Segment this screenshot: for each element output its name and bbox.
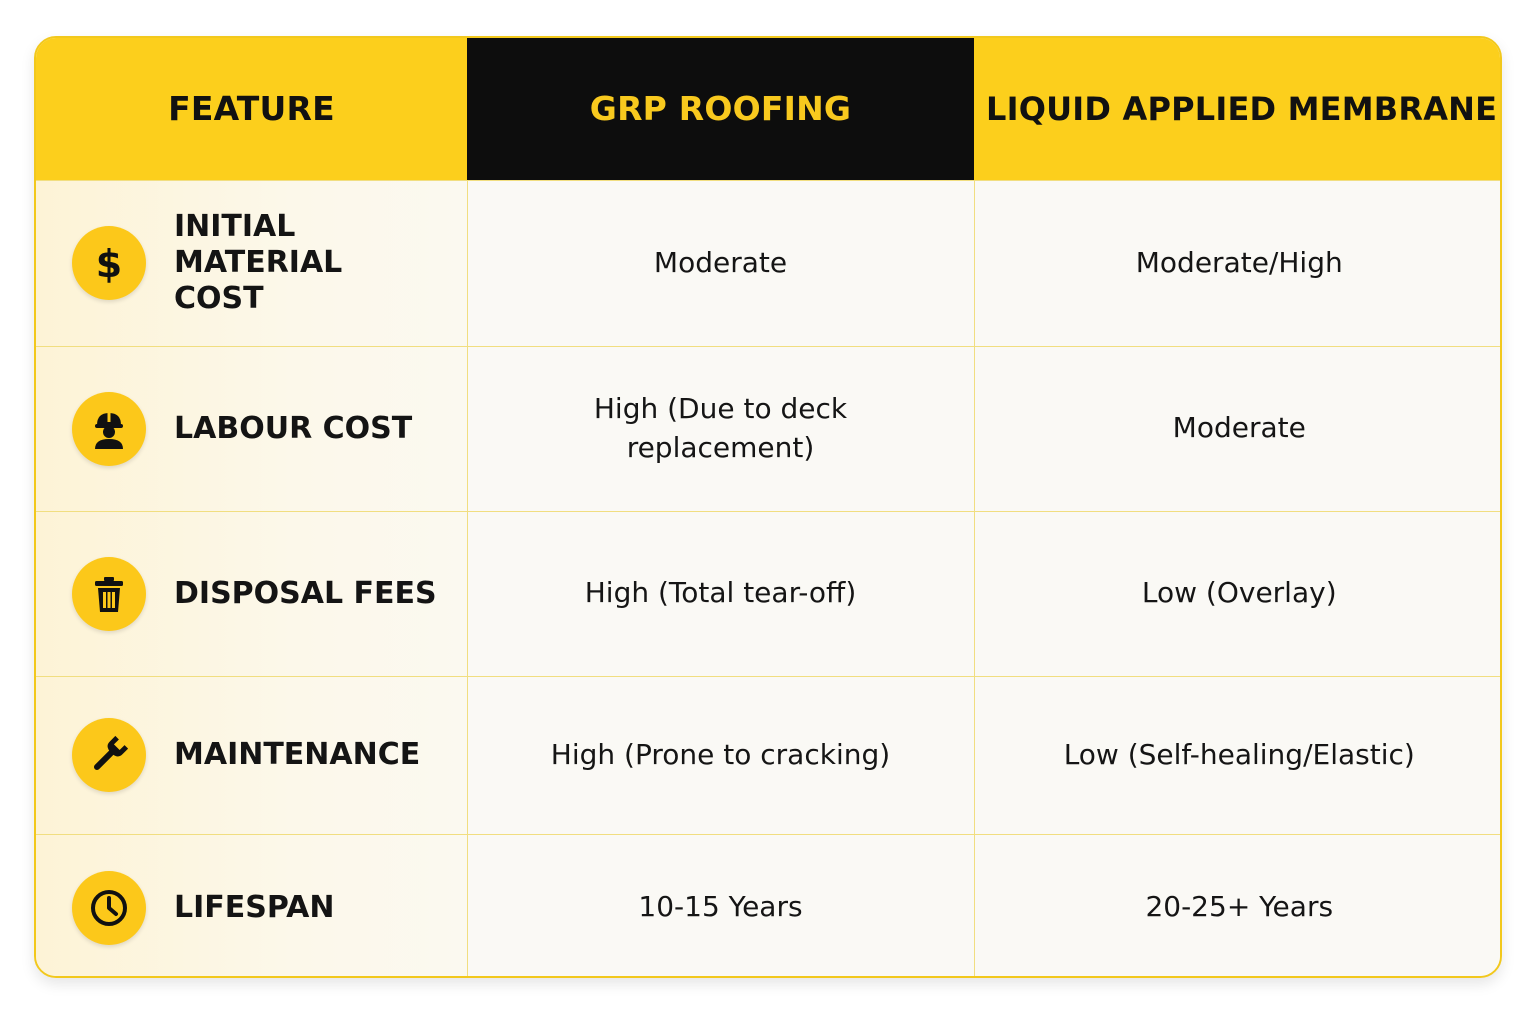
worker-icon [72, 392, 146, 466]
table-row [36, 676, 1502, 834]
grp-value: 10-15 Years [467, 834, 974, 978]
grp-value: High (Prone to cracking) [467, 676, 974, 834]
feature-cell [36, 834, 467, 978]
feature-cell [36, 346, 467, 511]
grp-value: High (Total tear-off) [467, 511, 974, 676]
table-row [36, 346, 1502, 511]
dollar-icon [72, 226, 146, 300]
table-row [36, 180, 1502, 346]
feature-label: MAINTENANCE [174, 737, 421, 772]
table-row [36, 511, 1502, 676]
lam-value: Moderate/High [974, 180, 1502, 346]
comparison-card [34, 36, 1502, 978]
feature-cell [36, 676, 467, 834]
grp-value: Moderate [467, 180, 974, 346]
feature-label: INITIAL MATERIAL COST [174, 209, 343, 316]
trash-icon [72, 557, 146, 631]
grp-value-text: High (Due to deck replacement) [593, 391, 848, 464]
wrench-icon [72, 718, 146, 792]
lam-value: Low (Overlay) [974, 511, 1502, 676]
header-grp-roofing: GRP ROOFING [467, 38, 974, 180]
svg-text:$: $ [95, 242, 123, 285]
lam-value: Moderate [974, 346, 1502, 511]
feature-label: LABOUR COST [174, 410, 413, 446]
feature-cell [36, 511, 467, 676]
table-row [36, 834, 1502, 978]
clock-icon [72, 871, 146, 945]
lam-value: 20-25+ Years [974, 834, 1502, 978]
header-liquid-applied-membrane: LIQUID APPLIED MEMBRANE [974, 38, 1502, 180]
comparison-table [36, 38, 1502, 978]
grp-value [467, 346, 974, 511]
table-header-row [36, 38, 1502, 180]
lam-value: Low (Self-healing/Elastic) [974, 676, 1502, 834]
feature-label: DISPOSAL FEES [174, 575, 437, 611]
feature-cell [36, 180, 467, 346]
feature-label: LIFESPAN [174, 889, 335, 925]
header-feature: FEATURE [36, 38, 467, 180]
